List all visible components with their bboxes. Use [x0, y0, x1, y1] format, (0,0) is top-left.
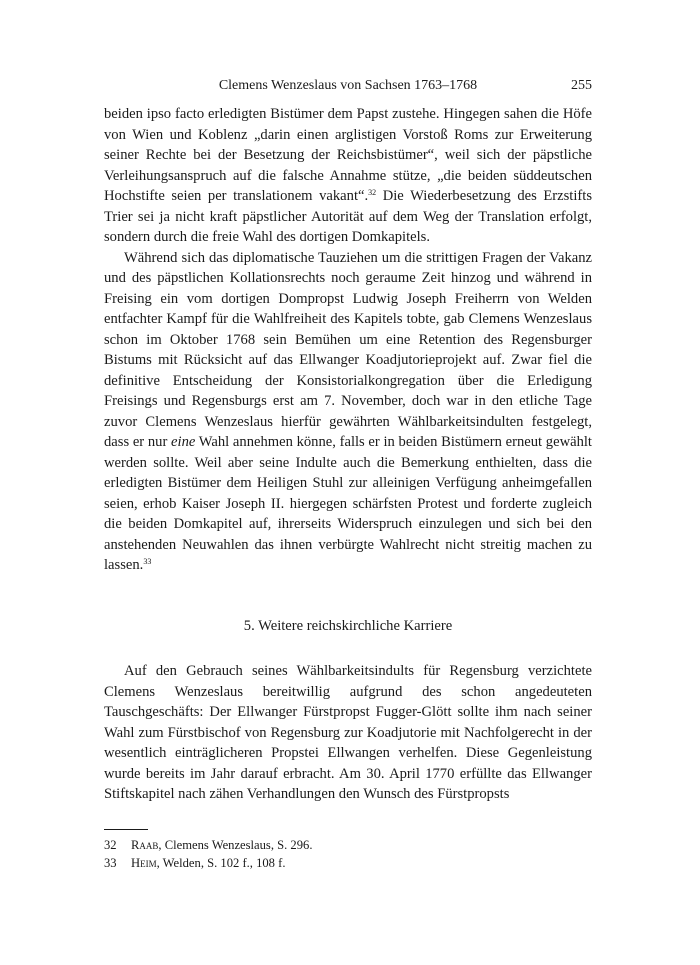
- footnote-citation: , Welden, S. 102 f., 108 f.: [156, 855, 286, 870]
- paragraph-2: [104, 248, 592, 576]
- paragraph-1: [104, 104, 592, 248]
- section-title: 5. Weitere reichskirchliche Karriere: [243, 617, 453, 634]
- running-title: Clemens Wenzeslaus von Sachsen 1763–1768: [218, 78, 478, 93]
- footnote-author: Raab: [131, 837, 159, 852]
- footnote-citation: , Clemens Wenzeslaus, S. 296.: [158, 837, 313, 852]
- body-text: [104, 104, 592, 805]
- footnote-text: [131, 854, 285, 872]
- footnote-32: [104, 836, 592, 854]
- footnote-ref-32[interactable]: 32: [368, 188, 377, 197]
- running-header: [104, 78, 592, 104]
- footnote-33: [104, 854, 592, 872]
- footnotes: [104, 836, 592, 872]
- text-run: beiden ipso facto erledigten Bistümer dem Papst zustehe. Hingegen sahen die Höfe von Wien und Koblenz „darin einen arglistigen Vorstoß Roms zur Erweiterung seiner Rechte bei der Besetzung der Reichsbistümer“, weil sich der päpstliche Verleihungsanspruch auf die falsche Annahme stütze, „die beiden süddeutschen Hochstifte seien per translationem vakant“.: [104, 106, 592, 204]
- text-run: Die Wiederbesetzung des Erzstifts Trier sei ja nicht kraft päpstlicher Autorität auf dem Weg der Translation erfolgt, sondern durch die freie Wahl des dortigen Domkapitels.: [104, 188, 593, 245]
- section-paragraph: Auf den Gebrauch seines Wählbarkeitsindults für Regensburg verzichtete Clemens Wenzeslaus bereitwillig aufgrund des schon angedeuteten Tauschgeschäfts: Der Ellwanger Fürstpropst Fugger-Glött sollte ihm nach seiner Wahl zum Fürstbischof von Regensburg zur Koadjutorie mit Nachfolgerecht in der wesentlich einträglicheren Propstei Ellwangen verhelfen. Diese Gegenleistung wurde bereits im Jahr darauf erbracht. Am 30. April 1770 erfüllte das Ellwanger Stiftskapitel nach zähen Verhandlungen den Wunsch des Fürstpropsts: [104, 663, 592, 802]
- emphasis-text: eine: [171, 434, 196, 450]
- text-run: Wahl annehmen könne, falls er in beiden Bistümern erneut gewählt werden sollte. Weil aber seine Indulte auch die Bemerkung enthielten, dass die erledigten Bistümer dem Heiligen Stuhl zur alleinigen Verfügung anheimgefallen seien, erhob Kaiser Joseph II. hiergegen schärfsten Protest und forderte zugleich die beiden Domkapitel auf, ihrerseits Widerspruch einzulegen und sich bei den anstehenden Neuwahlen das ihnen verbürgte Wahlrecht nicht streitig machen zu lassen.: [104, 434, 592, 573]
- footnote-number: 32: [104, 837, 117, 852]
- footnote-author: Heim: [131, 855, 157, 870]
- page: [104, 78, 592, 872]
- footnote-divider: [104, 829, 148, 830]
- footnote-number: 33: [104, 855, 117, 870]
- footnote-ref-33[interactable]: 33: [143, 557, 152, 566]
- text-run: Während sich das diplomatische Tauziehen um die strittigen Fragen der Vakanz und des päpstlichen Kollationsrechts noch geraume Zeit hinzog und während in Freising ein vom dortigen Dompropst Ludwig Joseph Freiherrn von Welden entfachter Kampf für die Wahlfreiheit des Kapitels tobte, gab Clemens Wenzeslaus schon im Oktober 1768 sein Bemühen um eine Retention des Regensburger Bistums mit Rücksicht auf das Ellwanger Koadjutorieprojekt auf. Zwar fiel die definitive Entscheidung der Konsistorialkongregation über die Erledigung Freisings und Regensburgs erst am 7. November, doch war in den etliche Tage zuvor Clemens Wenzeslaus hierfür gewährten Wählbarkeitsindulten festgelegt, dass er nur: [104, 249, 592, 450]
- page-number: 255: [571, 78, 592, 93]
- footnote-text: [131, 836, 312, 854]
